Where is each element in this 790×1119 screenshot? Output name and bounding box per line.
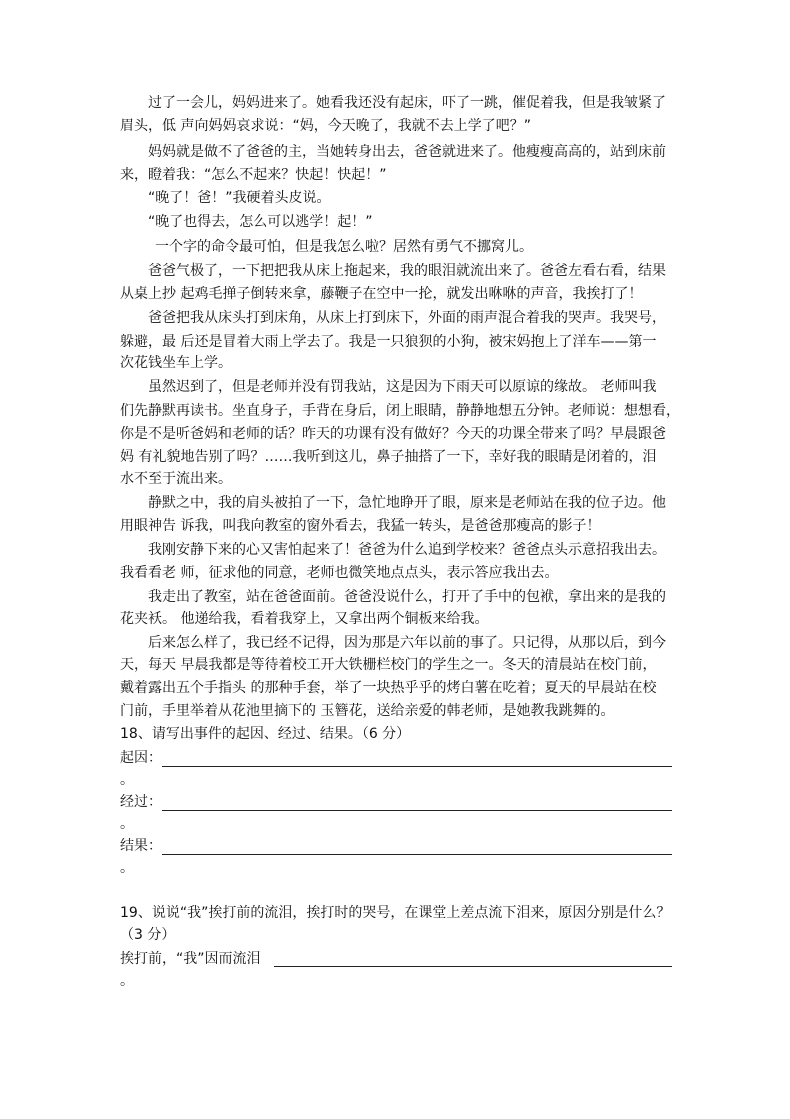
question-18-prompt: 18、请写出事件的起因、经过、结果。（6 分） [120,726,411,742]
label-result: 结果： [120,838,162,854]
end-mark: 。 [120,973,134,989]
passage-line: 妈妈就是做不了爸爸的主，当她转身出去，爸爸就进来了。他瘦瘦高高的，站到床前 [148,144,666,160]
answer-line-result[interactable] [162,854,672,855]
passage-line: 戴着露出五个手指头 的那种手套，举了一块热乎乎的烤白薯在吃着；夏天的早晨站在校 [120,680,657,696]
passage-line: 来，瞪着我：“怎么不起来？快起！快起！” [120,167,387,183]
passage-line: 从桌上抄 起鸡毛掸子倒转来拿，藤鞭子在空中一抡，就发出咻咻的声音，我挨打了！ [120,286,643,302]
passage-line: 静默之中，我的肩头被拍了一下，急忙地睁开了眼，原来是老师站在我的位子边。他 [148,495,666,511]
label-cause: 起因： [120,750,162,766]
question-19-prompt: 19、说说“我”挨打前的流泪，挨打时的哭号，在课堂上差点流下泪来，原因分别是什么？ [120,905,671,921]
passage-line: 躲避，最 后还是冒着大雨上学去了。我是一只狼狈的小狗，被宋妈抱上了洋车——第一 [120,334,657,350]
answer-line-before-beating[interactable] [274,966,672,967]
label-before-beating: 挨打前，“我”因而流泪 [120,951,261,967]
passage-line: 门前，手里举着从花池里摘下的 玉簪花，送给亲爱的韩老师，是她教我跳舞的。 [120,703,615,719]
end-mark: 。 [120,860,134,876]
end-mark: 。 [120,772,134,788]
passage-line: 我走出了教室，站在爸爸面前。爸爸没说什么，打开了手中的包袱，拿出来的是我的 [148,589,666,605]
passage-line: 天，每天 早晨我都是等待着校工开大铁栅栏校门的学生之一。冬天的清晨站在校门前， [120,657,657,673]
passage-line: 爸爸气极了，一下把把我从床上拖起来，我的眼泪就流出来了。爸爸左看右看，结果 [148,263,666,279]
passage-line: “晚了也得去，怎么可以逃学！起！” [148,214,373,230]
passage-line: 水不至于流出来。 [120,471,232,487]
passage-line: 用眼神告 诉我，叫我向教室的窗外看去，我猛一转头，是爸爸那瘦高的影子！ [120,518,601,534]
passage-line: 次花钱坐车上学。 [120,355,232,371]
passage-line: 眉头，低 声向妈妈哀求说：“妈，今天晚了，我就不去上学了吧？” [120,118,531,134]
answer-line-process[interactable] [162,810,672,811]
passage-line: 爸爸把我从床头打到床角，从床上打到床下，外面的雨声混合着我的哭声。我哭号， [148,310,666,326]
passage-line: 们先静默再读书。坐直身子，手背在身后，闭上眼睛，静静地想五分钟。老师说：想想看， [120,403,680,419]
end-mark: 。 [120,816,134,832]
passage-line: 妈 有礼貌地告别了吗？……我听到这儿，鼻子抽搭了一下，幸好我的眼睛是闭着的，泪 [120,449,657,465]
passage-line: 一个字的命令最可怕，但是我怎么啦？居然有勇气不挪窝儿。 [155,239,533,255]
passage-line: 我看看老 师，征求他的同意，老师也微笑地点点头，表示答应我出去。 [120,565,559,581]
passage-line: 花夹袄。 他递给我，看着我穿上，又拿出两个铜板来给我。 [120,611,489,627]
passage-line: 你是不是听爸妈和老师的话？昨天的功课有没有做好？今天的功课全带来了吗？早晨跟爸 [120,426,666,442]
passage-line: 虽然迟到了，但是老师并没有罚我站，这是因为下雨天可以原谅的缘故。 老师叫我 [148,379,657,395]
passage-line: 后来怎么样了，我已经不记得，因为那是六年以前的事了。只记得，从那以后，到今 [148,635,666,651]
passage-line: “晚了！爸！”我硬着头皮说。 [148,190,331,206]
answer-line-cause[interactable] [162,766,672,767]
passage-line: 我刚安静下来的心又害怕起来了！爸爸为什么追到学校来？爸爸点头示意招我出去。 [148,542,666,558]
question-19-points: （3 分） [120,927,176,943]
label-process: 经过： [120,794,162,810]
passage-line: 过了一会儿，妈妈进来了。她看我还没有起床，吓了一跳，催促着我，但是我皱紧了 [148,95,666,111]
